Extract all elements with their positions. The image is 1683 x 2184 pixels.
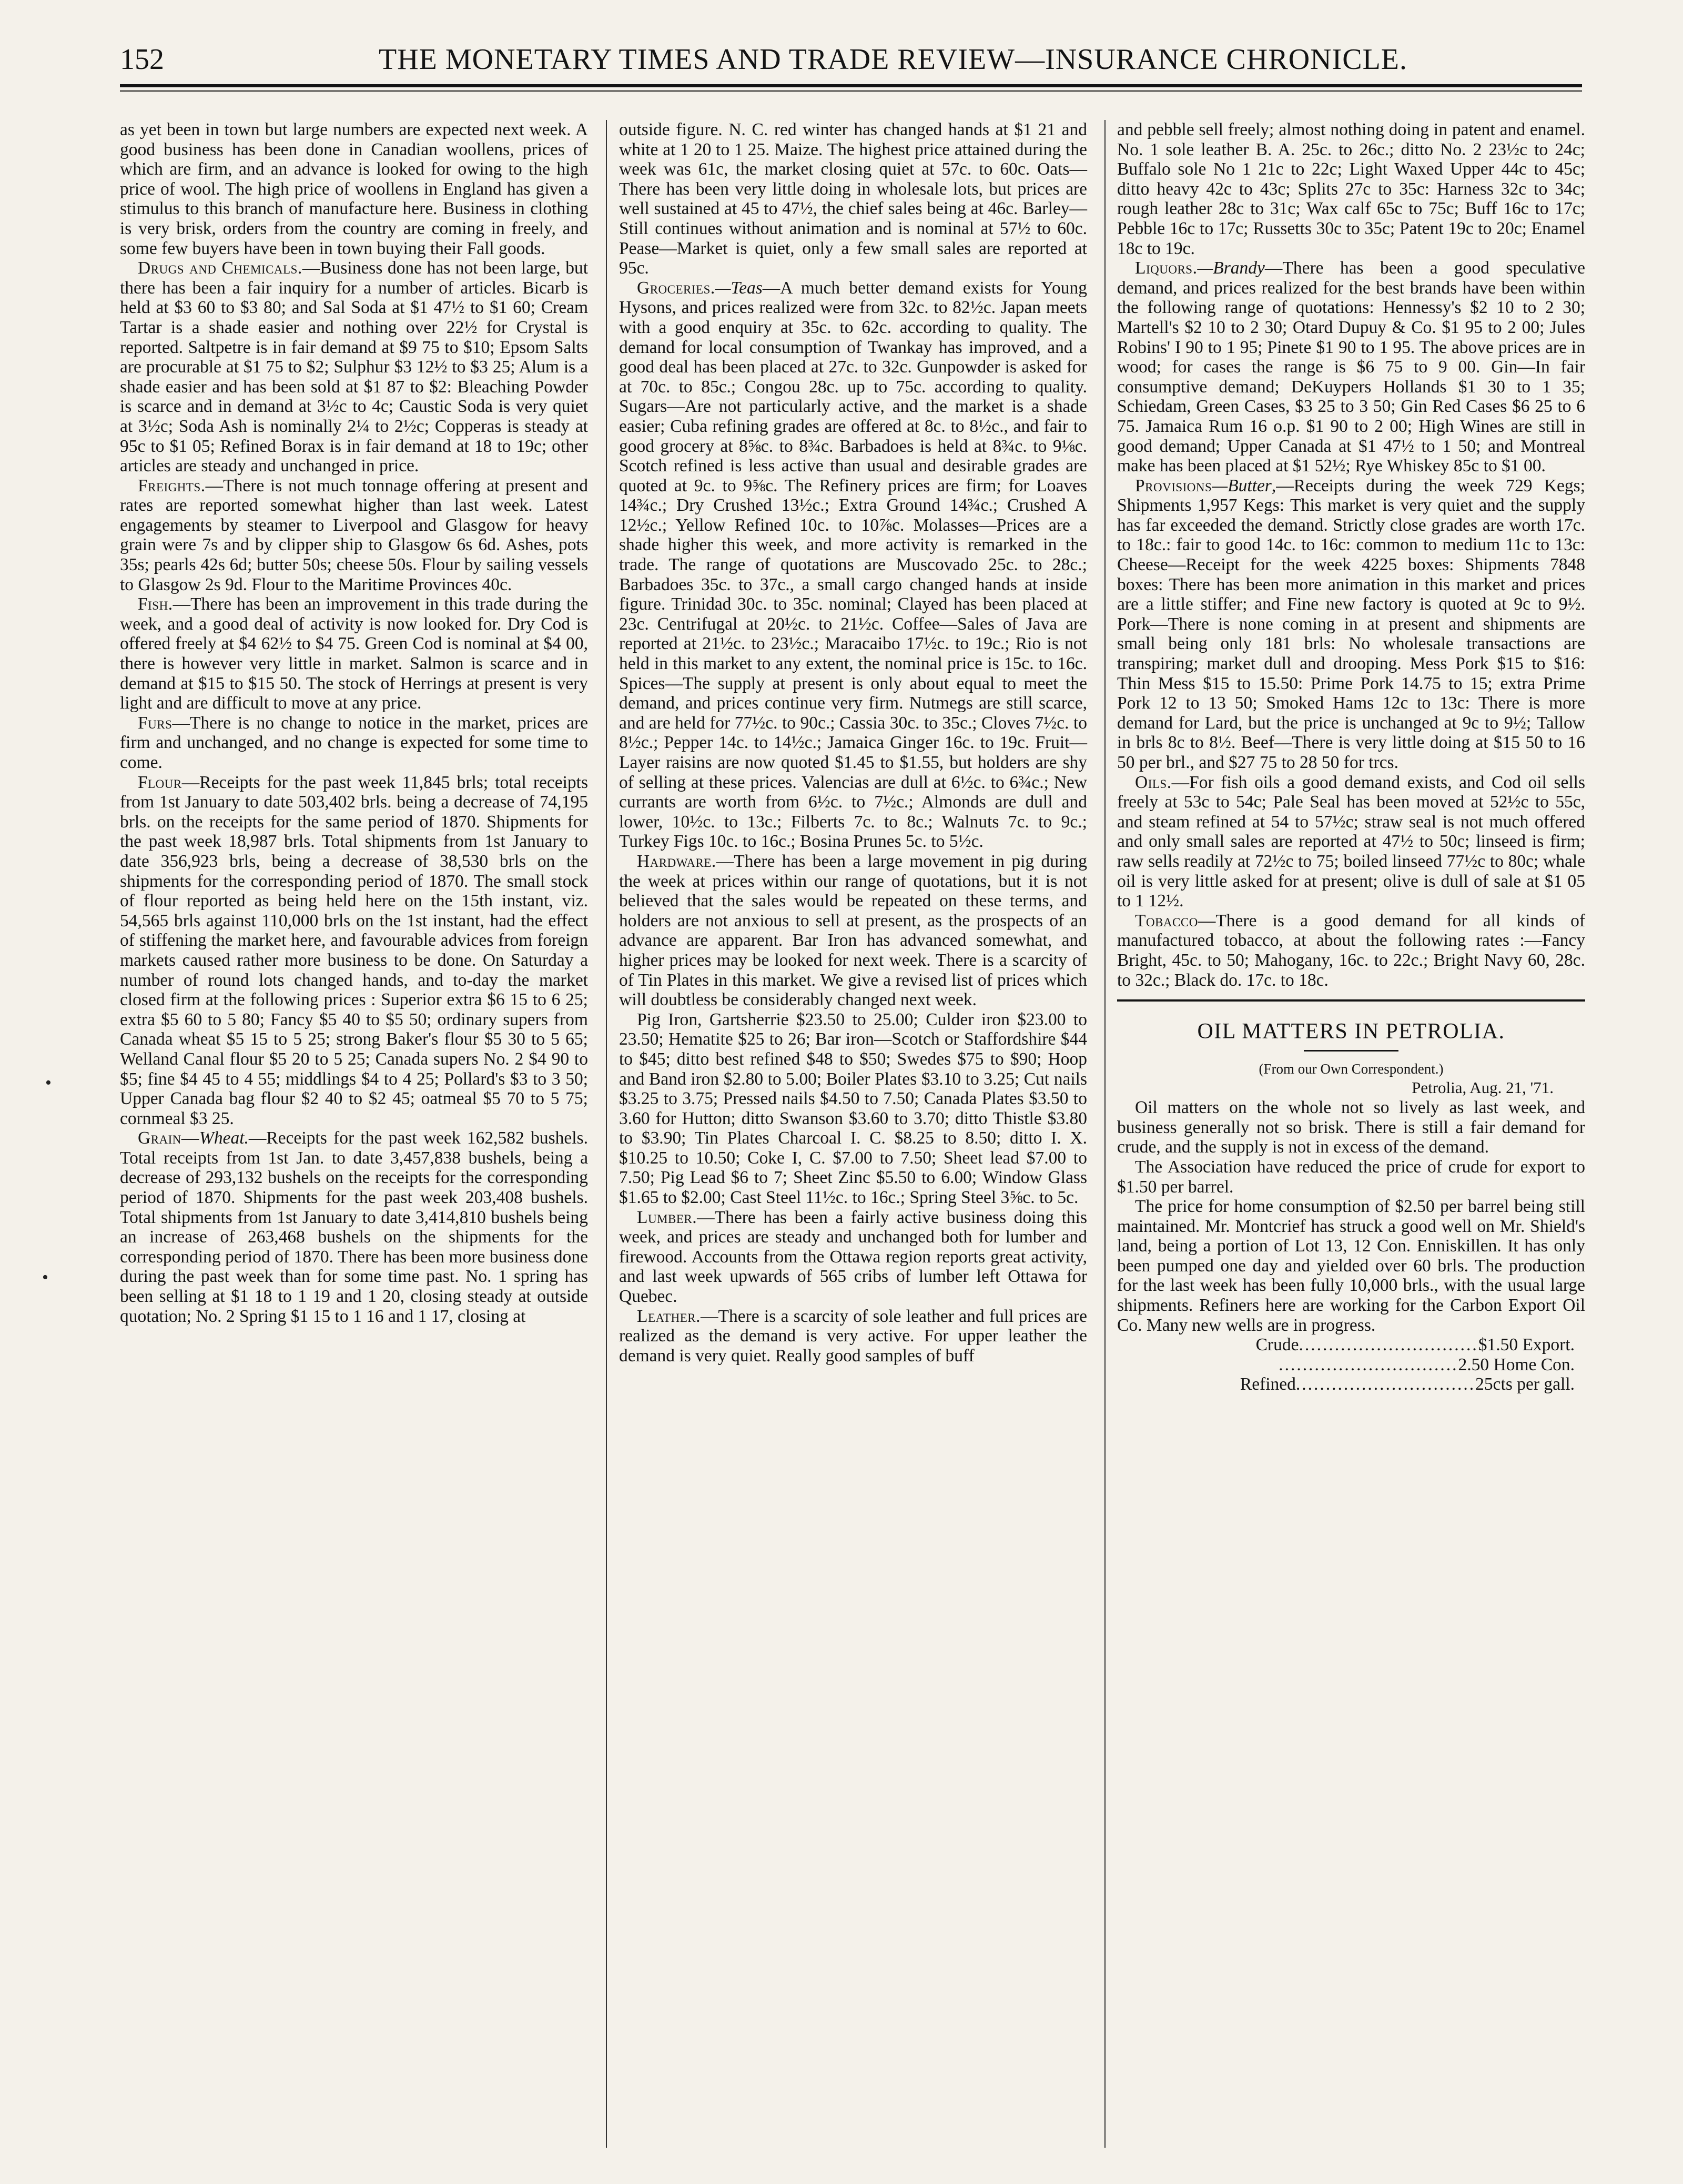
market-paragraph: Pig Iron, Gartsherrie $23.50 to 25.00; Culder iron $23.00 to 23.50; Hematite $25 to 26; Bar iron—Scotch or Staffordshire $44 to $45; ditto best refined $48 to $50; Swedes $75 to $90; Hoop and Band iron $2.80 to 5.00; Boiler Plates $3.10 to 3.25; Cut nails $3.25 to 3.75; Pressed nails $4.50 to 7.50; Canada Plates $3.50 to 3.60 for Hutton; ditto Swanson $3.60 to 3.70; ditto Thistle $3.80 to $3.90; Tin Plates Charcoal I. C. $8.25 to 8.50; ditto I. X. $10.25 to 10.50; Coke I, C. $7.00 to 7.50; Sheet lead $7.00 to 7.50; Pig Lead $6 to 7; Sheet Zinc $5.50 to 6.00; Window Glass $1.65 to $2.00; Cast Steel 11½c. to 16c.; Spring Steel 3⅝c. to 5c.	[619, 1009, 1087, 1208]
price-name	[1117, 1355, 1279, 1375]
price-leader: ..............................	[1279, 1354, 1458, 1374]
market-paragraph: Furs—There is no change to notice in the market, prices are firm and unchanged, and no change is expected for some time to come.	[120, 713, 588, 772]
price-value: 25cts per gall.	[1475, 1374, 1575, 1394]
price-name: Crude	[1255, 1335, 1299, 1355]
price-row	[1117, 1335, 1585, 1355]
article-paragraph: The price for home consumption of $2.50 per barrel being still maintained. Mr. Montcrief has struck a good well on Mr. Shield's land, being a portion of Lot 13, 12 Con. Enniskillen. It has only been pumped one day and yielded over 60 brls. The production for the last week has been fully 10,000 brls., with the usual large shipments. Refiners here are working for the Carbon Export Oil Co. Many new wells are in progress.	[1117, 1197, 1585, 1335]
margin-mark: •	[42, 1268, 48, 1287]
journal-title: THE MONETARY TIMES AND TRADE REVIEW—INSURANCE CHRONICLE.	[378, 43, 1407, 76]
section-rule	[1117, 999, 1585, 1002]
column-divider	[1104, 120, 1106, 2148]
market-paragraph: Oils.—For fish oils a good demand exists, and Cod oil sells freely at 53c to 54c; Pale Seal has been moved at 52½c to 55c, and steam refined at 54 to 57½c; straw seal is not much offered and only small sales are reported at 47½ to 50c; linseed is firm; raw sells readily at 72½c to 75; boiled linseed 77½c to 80c; whale oil is very little asked for at present; olive is dull of sale at $1 05 to 1 12½.	[1117, 772, 1585, 911]
market-paragraph: Hardware.—There has been a large movement in pig during the week at prices within our range of quotations, but it is not believed that the sales would be repeated on these terms, and holders are not anxious to sell at present, as the prospects of an advance are apparent. Bar Iron has advanced somewhat, and higher prices may be looked for next week. There is a scarcity of of Tin Plates in this market. We give a revised list of prices which will doubtless be considerably changed next week.	[619, 851, 1087, 1010]
article-paragraph: The Association have reduced the price of crude for export to $1.50 per barrel.	[1117, 1157, 1585, 1197]
market-paragraph: Drugs and Chemicals.—Business done has not been large, but there has been a fair inquiry for a number of articles. Bicarb is held at $3 60 to $3 80; and Sal Soda at $1 47½ to $1 60; Cream Tartar is a shade easier and nothing over 22½ for Crystal is reported. Saltpetre is in fair demand at $9 75 to $10; Epsom Salts are procurable at $1 75 to $2; Sulphur $3 12½ to $3 25; Alum is a shade easier and has been sold at $1 87 to $2: Bleaching Powder is scarce and in demand at 3½c to 4c; Caustic Soda is very quiet at 3½c; Soda Ash is nominally 2¼ to 2½c; Copperas is steady at 95c to $1 05; Refined Borax is in fair demand at 18 to 19c; other articles are steady and unchanged in price.	[120, 258, 588, 476]
price-leader: ..............................	[1299, 1335, 1478, 1355]
column-1	[120, 120, 588, 2171]
market-paragraph: Fish.—There has been an improvement in this trade during the week, and a good deal of activity is now looked for. Dry Cod is offered freely at $4 62½ to $4 75. Green Cod is nominal at $4 00, there is however very little in market. Salmon is scarce and in demand at $15 to $15 50. The stock of Herrings at present is very light and are difficult to move at any price.	[120, 594, 588, 713]
price-row	[1117, 1355, 1585, 1375]
correspondent-line: (From our Own Correspondent.)	[1259, 1061, 1444, 1077]
title-rule	[1304, 1050, 1398, 1051]
header-rule	[120, 84, 1582, 87]
market-paragraph: Liquors.—Brandy—There has been a good speculative demand, and prices realized for the best brands have been within the following range of quotations: Hennessy's $2 10 to 2 30; Martell's $2 10 to 2 30; Otard Dupuy & Co. $1 95 to 2 00; Jules Robins' I 90 to 1 95; Pinete $1 90 to 1 95. The above prices are in wood; for cases the range is $6 75 to 9 00. Gin—In fair consumptive demand; DeKuypers Hollands $1 30 to 1 35; Schiedam, Green Cases, $3 25 to 3 50; Gin Red Cases $6 25 to 6 75. Jamaica Rum 16 o.p. $1 90 to 2 00; High Wines are still in good demand; Upper Canada at $1 47½ to 1 50; and Montreal make has been placed at $1 52½; Rye Whiskey 85c to $1 00.	[1117, 258, 1585, 476]
price-leader: ..............................	[1295, 1374, 1476, 1394]
market-paragraph: Freights.—There is not much tonnage offering at present and rates are reported somewhat higher than last week. Latest engagements by steamer to Liverpool and Glasgow for heavy grain were 7s and by clipper ship to Glasgow 6s 6d. Ashes, pots 35s; pearls 42s 6d; butter 50s; cheese 50s. Flour by sailing vessels to Glasgow 2s 9d. Flour to the Maritime Provinces 40c.	[120, 476, 588, 594]
price-name: Refined	[1240, 1374, 1296, 1394]
market-paragraph: Grain—Wheat.—Receipts for the past week 162,582 bushels. Total receipts from 1st Jan. to date 3,457,838 bushels, being a decrease of 293,132 bushels on the receipts for the corresponding period of 1870. Shipments for the past week 203,408 bushels. Total shipments from 1st January to date 3,414,810 bushels being an increase of 263,468 bushels on the shipments for the corresponding period of 1870. There has been more business done during the past week than for some time past. No. 1 spring has been selling at $1 18 to 1 19 and 1 20, closing steady at outside quotation; No. 2 Spring $1 15 to 1 16 and 1 17, closing at	[120, 1128, 588, 1326]
market-paragraph: as yet been in town but large numbers are expected next week. A good business has been done in Canadian woollens, prices of which are firm, and an advance is looked for owing to the high price of wool. The high price of woollens in England has given a stimulus to this branch of manufacture here. Business in clothing is very brisk, orders from the country are coming in freely, and some few buyers have been in town buying their Fall goods.	[120, 120, 588, 258]
price-value: 2.50 Home Con.	[1458, 1354, 1575, 1374]
price-table	[1117, 1335, 1585, 1394]
article-title: OIL MATTERS IN PETROLIA.	[1197, 1019, 1505, 1044]
price-row	[1117, 1374, 1585, 1394]
market-paragraph: Tobacco—There is a good demand for all kinds of manufactured tobacco, at about the following rates :—Fancy Bright, 45c. to 50; Mahogany, 16c. to 22c.; Bright Navy 60, 28c. to 32c.; Black do. 17c. to 18c.	[1117, 911, 1585, 990]
market-paragraph: and pebble sell freely; almost nothing doing in patent and enamel. No. 1 sole leather B. A. 25c. to 26c.; ditto No. 2 23½c to 24c; Buffalo sole No 1 21c to 22c; Light Waxed Upper 44c to 45c; ditto heavy 42c to 43c; Splits 27c to 35c: Harness 32c to 34c; rough leather 28c to 31c; Wax calf 65c to 75c; Buff 16c to 17c; Pebble 16c to 17c; Russetts 30c to 35c; Patent 19c to 20c; Enamel 18c to 19c.	[1117, 120, 1585, 258]
column-divider	[606, 120, 607, 2148]
market-paragraph: Lumber.—There has been a fairly active business doing this week, and prices are steady and unchanged both for lumber and firewood. Accounts from the Ottawa region reports great activity, and last week upwards of 565 cribs of lumber left Ottawa for Quebec.	[619, 1207, 1087, 1307]
market-paragraph: Provisions—Butter,—Receipts during the week 729 Kegs; Shipments 1,957 Kegs: This market is very quiet and the supply has far exceeded the demand. Strictly close grades are worth 17c. to 18c.: fair to good 14c. to 16c: common to medium 11c to 13c: Cheese—Receipt for the week 4225 boxes: Shipments 7848 boxes: There has been more animation in this market and prices are a little stiffer; and Fine new factory is quoted at 9c to 9½. Pork—There is none coming in at present and shipments are small being only 181 brls: No wholesale transactions are transpiring; market dull and drooping. Mess Pork $15 to $16: Thin Mess $15 to 15.50: Prime Pork 14.75 to 15; extra Prime Pork 12 to 13 50; Smoked Hams 12c to 13c: There is more demand for Lard, but the price is unchanged at 9c to 9½; Tallow in brls 8c to 8½. Beef—There is very little doing at $15 50 to 16 50 per brl., and $27 75 to 28 50 for trcs.	[1117, 476, 1585, 772]
article-paragraph: Oil matters on the whole not so lively as last week, and business generally not so brisk. There is still a fair demand for crude, and the supply is not in excess of the demand.	[1117, 1098, 1585, 1157]
column-2	[619, 120, 1087, 2171]
market-paragraph: Leather.—There is a scarcity of sole leather and full prices are realized as the demand is very active. For upper leather the demand is very quiet. Really good samples of buff	[619, 1306, 1087, 1366]
dateline: Petrolia, Aug. 21, '71.	[1412, 1078, 1554, 1097]
market-paragraph: outside figure. N. C. red winter has changed hands at $1 21 and white at 1 20 to 1 25. Maize. The highest price attained during the week was 61c, the market closing quiet at 57c. to 60c. Oats—There has been very little doing in wholesale lots, but prices are well sustained at 45 to 47½, the chief sales being at 46c. Barley—Still continues without animation and is nominal at 57½ to 60c. Pease—Market is quiet, only a few small sales are reported at 95c.	[619, 120, 1087, 278]
page-number: 152	[120, 43, 164, 76]
price-value: $1.50 Export.	[1478, 1335, 1575, 1355]
market-paragraph: Groceries.—Teas—A much better demand exists for Young Hysons, and prices realized were from 32c. to 82½c. Japan meets with a good enquiry at 35c. to 62c. according to quality. The demand for local consumption of Twankay has improved, and a good deal has been placed at 27c. to 32c. Gunpowder is asked for at 70c. to 85c.; Congou 28c. up to 75c. according to quality. Sugars—Are not particularly active, and the market is a shade easier; Cuba refining grades are offered at 8c. to 8½c., and fair to good grocery at 8⅝c. to 8¾c. Barbadoes is held at 8¾c. to 9⅛c. Scotch refined is less active than usual and desirable grades are quoted at 9c. to 9⅝c. The Refinery prices are firm; for Loaves 14¾c.; Dry Crushed 13½c.; Extra Ground 14¾c.; Crushed A 12½c.; Yellow Refined 10c. to 10⅞c. Molasses—Prices are a shade higher this week, and more activity is remarked in the trade. The range of quotations are Muscovado 25c. to 28c.; Barbadoes 35c. to 37c., a small cargo changed hands at inside figure. Trinidad 30c. to 35c. nominal; Clayed has been placed at 23c. Centrifugal at 20½c. to 21½c. Coffee—Sales of Java are reported at 21½c. to 23½c.; Maracaibo 17½c. to 19c.; Rio is not held in this market to any extent, the nominal price is 15c. to 16c. Spices—The supply at present is only about equal to meet the demand, and prices continue very firm. Nutmegs are still scarce, and are held for 77½c. to 90c.; Cassia 30c. to 35c.; Cloves 7½c. to 8½c.; Pepper 14c. to 14½c.; Jamaica Ginger 16c. to 19c. Fruit—Layer raisins are now quoted $1.45 to $1.55, but holders are shy of selling at these prices. Valencias are dull at 6½c. to 6¾c.; New currants are worth from 6½c. to 7½c.; Almonds are dull and lower, 10½c. to 13c.; Filberts 7c. to 8c.; Walnuts 7c. to 9c.; Turkey Figs 10c. to 16c.; Bosina Prunes 5c. to 5½c.	[619, 278, 1087, 852]
oil-article	[1117, 1018, 1585, 1394]
header-rule-thin	[120, 90, 1582, 92]
margin-mark: •	[45, 1073, 52, 1093]
column-3	[1117, 120, 1585, 2171]
market-paragraph: Flour—Receipts for the past week 11,845 brls; total receipts from 1st January to date 503,402 brls. being a decrease of 74,195 brls. on the receipts for the same period of 1870. Shipments for the past week 18,987 brls. Total shipments from 1st January to date 356,923 brls, being a decrease of 38,530 brls on the shipments for the corresponding period of 1870. The small stock of flour reported as being held here on the 15th instant, viz. 54,565 brls against 110,000 brls on the 1st instant, had the effect of stiffening the market here, and favourable advices from foreign markets caused rather more business to be done. On Saturday a number of round lots changed hands, and to-day the market closed firm at the following prices : Superior extra $6 15 to 6 25; extra $5 60 to 5 80; Fancy $5 40 to $5 50; ordinary supers from Canada wheat $5 15 to 5 25; strong Baker's flour $5 30 to 5 65; Welland Canal flour $5 20 to 5 25; Canada supers No. 2 $4 90 to $5; fine $4 45 to 4 55; middlings $4 to 4 25; Pollard's $3 to 3 50; Upper Canada bag flour $2 40 to $2 45; oatmeal $5 70 to 5 75; cornmeal $3 25.	[120, 772, 588, 1128]
page-header	[120, 41, 1582, 78]
